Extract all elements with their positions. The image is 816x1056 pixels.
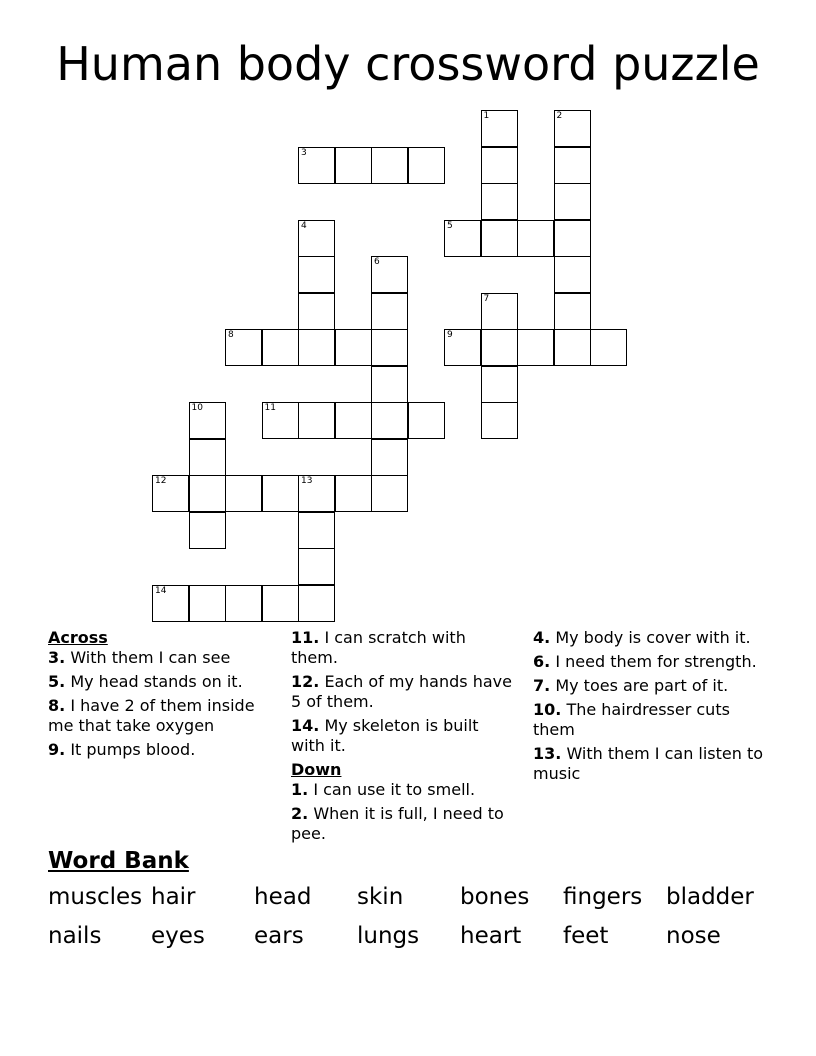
grid-cell[interactable] bbox=[298, 256, 335, 293]
word-bank-word: heart bbox=[460, 923, 522, 949]
grid-cell[interactable] bbox=[371, 475, 408, 512]
clue-number: 12 bbox=[155, 476, 167, 486]
grid-cell[interactable] bbox=[298, 512, 335, 549]
clue-across-12: 12. Each of my hands have 5 of them. bbox=[291, 672, 512, 711]
clues-column-1 bbox=[48, 628, 284, 764]
clue-number: 10 bbox=[191, 403, 203, 413]
grid-cell[interactable] bbox=[189, 402, 226, 439]
grid-cell[interactable] bbox=[517, 329, 554, 366]
puzzle-title: Human body crossword puzzle bbox=[56, 37, 760, 91]
word-bank-word: muscles bbox=[48, 884, 143, 910]
clue-across-11: 11. I can scratch with them. bbox=[291, 628, 466, 667]
word-bank-word: head bbox=[254, 884, 312, 910]
clue-number: 2 bbox=[556, 111, 563, 121]
word-bank-word: hair bbox=[151, 884, 196, 910]
clue-down-2: 2. When it is full, I need to pee. bbox=[291, 804, 504, 843]
word-bank-heading: Word Bank bbox=[48, 848, 189, 874]
grid-cell[interactable] bbox=[371, 147, 408, 184]
grid-cell[interactable] bbox=[481, 147, 518, 184]
word-bank-word: bladder bbox=[666, 884, 754, 910]
grid-cell[interactable] bbox=[262, 475, 299, 512]
clue-number: 8 bbox=[228, 330, 234, 340]
clue-down-10: 10. The hairdresser cuts them bbox=[533, 700, 730, 739]
grid-cell[interactable] bbox=[554, 329, 591, 366]
clue-number: 9 bbox=[447, 330, 453, 340]
clue-across-8: 8. I have 2 of them inside me that take oxygen bbox=[48, 696, 255, 735]
grid-cell[interactable] bbox=[298, 220, 335, 257]
down-heading: Down bbox=[291, 760, 342, 779]
word-bank-word: eyes bbox=[151, 923, 205, 949]
word-bank-word: ears bbox=[254, 923, 304, 949]
word-bank-word: nose bbox=[666, 923, 721, 949]
word-bank-word: nails bbox=[48, 923, 102, 949]
grid-cell[interactable] bbox=[481, 293, 518, 330]
clue-across-5: 5. My head stands on it. bbox=[48, 672, 243, 691]
grid-cell[interactable] bbox=[335, 147, 372, 184]
grid-cell[interactable] bbox=[371, 402, 408, 439]
grid-cell[interactable] bbox=[262, 585, 299, 622]
grid-cell[interactable] bbox=[225, 585, 262, 622]
grid-cell[interactable] bbox=[554, 110, 591, 147]
grid-cell[interactable] bbox=[225, 475, 262, 512]
grid-cell[interactable] bbox=[335, 402, 372, 439]
grid-cell[interactable] bbox=[152, 585, 189, 622]
clue-across-3: 3. With them I can see bbox=[48, 648, 231, 667]
clue-number: 14 bbox=[155, 585, 167, 596]
clue-number: 3 bbox=[301, 147, 307, 158]
clue-number: 11 bbox=[264, 403, 276, 413]
grid-cell[interactable] bbox=[189, 439, 226, 476]
grid-cell[interactable] bbox=[371, 256, 408, 293]
grid-cell[interactable] bbox=[554, 147, 591, 184]
grid-cell[interactable] bbox=[590, 329, 627, 366]
word-bank-word: skin bbox=[357, 884, 404, 910]
clue-across-9: 9. It pumps blood. bbox=[48, 740, 196, 759]
clues-column-3 bbox=[533, 628, 765, 788]
grid-cell[interactable] bbox=[298, 402, 335, 439]
grid-cell[interactable] bbox=[481, 183, 518, 220]
grid-cell[interactable] bbox=[517, 220, 554, 257]
grid-cell[interactable] bbox=[554, 220, 591, 257]
grid-cell[interactable] bbox=[481, 110, 518, 147]
clue-across-14: 14. My skeleton is built with it. bbox=[291, 716, 479, 755]
grid-cell[interactable] bbox=[371, 329, 408, 366]
grid-cell[interactable] bbox=[335, 475, 372, 512]
grid-cell[interactable] bbox=[335, 329, 372, 366]
grid-cell[interactable] bbox=[189, 475, 226, 512]
clue-down-13: 13. With them I can listen to music bbox=[533, 744, 764, 783]
grid-cell[interactable] bbox=[481, 402, 518, 439]
grid-cell[interactable] bbox=[298, 548, 335, 585]
grid-cell[interactable] bbox=[262, 329, 299, 366]
grid-cell[interactable] bbox=[444, 329, 481, 366]
grid-cell[interactable] bbox=[298, 329, 335, 366]
grid-cell[interactable] bbox=[152, 475, 189, 512]
grid-cell[interactable] bbox=[408, 147, 445, 184]
clue-number: 4 bbox=[301, 220, 307, 231]
across-heading: Across bbox=[48, 628, 108, 647]
clue-number: 6 bbox=[374, 257, 380, 267]
grid-cell[interactable] bbox=[371, 366, 408, 403]
grid-cell[interactable] bbox=[298, 475, 335, 512]
grid-cell[interactable] bbox=[554, 256, 591, 293]
word-bank-word: feet bbox=[563, 923, 609, 949]
grid-cell[interactable] bbox=[262, 402, 299, 439]
grid-cell[interactable] bbox=[189, 585, 226, 622]
clue-number: 7 bbox=[483, 293, 490, 304]
clues-column-2 bbox=[291, 628, 513, 848]
grid-cell[interactable] bbox=[298, 585, 335, 622]
grid-cell[interactable] bbox=[371, 439, 408, 476]
clue-number: 5 bbox=[447, 220, 453, 231]
grid-cell[interactable] bbox=[554, 293, 591, 330]
word-bank-word: lungs bbox=[357, 923, 420, 949]
grid-cell[interactable] bbox=[481, 366, 518, 403]
grid-cell[interactable] bbox=[444, 220, 481, 257]
clue-down-4: 4. My body is cover with it. bbox=[533, 628, 751, 647]
clue-number: 13 bbox=[301, 476, 313, 486]
grid-cell[interactable] bbox=[481, 220, 518, 257]
word-bank-word: bones bbox=[460, 884, 530, 910]
clue-down-7: 7. My toes are part of it. bbox=[533, 676, 729, 695]
clue-down-6: 6. I need them for strength. bbox=[533, 652, 757, 671]
grid-cell[interactable] bbox=[225, 329, 262, 366]
grid-cell[interactable] bbox=[298, 293, 335, 330]
grid-cell[interactable] bbox=[408, 402, 445, 439]
word-bank-word: fingers bbox=[563, 884, 643, 910]
grid-cell[interactable] bbox=[554, 183, 591, 220]
grid-cell[interactable] bbox=[189, 512, 226, 549]
grid-cell[interactable] bbox=[371, 293, 408, 330]
clue-number: 1 bbox=[483, 111, 490, 121]
clue-down-1: 1. I can use it to smell. bbox=[291, 780, 476, 799]
grid-cell[interactable] bbox=[481, 329, 518, 366]
grid-cell[interactable] bbox=[298, 147, 335, 184]
